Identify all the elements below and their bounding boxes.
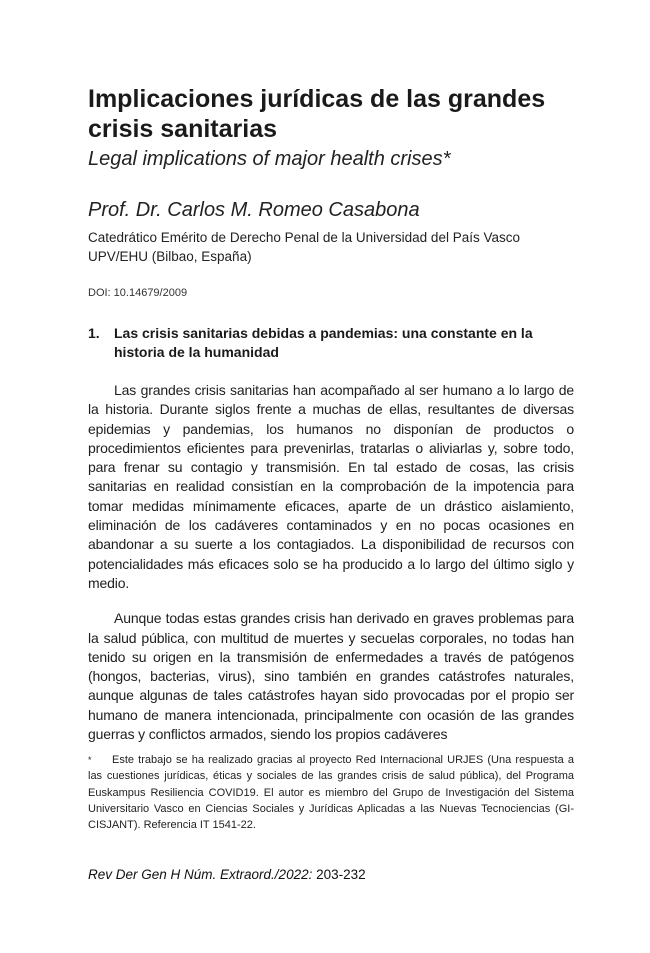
author-affiliation-line1: Catedrático Emérito de Derecho Penal de la Universidad del País Vasco: [88, 230, 520, 245]
footnote-separator: [88, 750, 198, 751]
page-footer: [88, 866, 366, 884]
section-heading: [88, 324, 574, 362]
author-affiliation-line2: UPV/EHU (Bilbao, España): [88, 249, 252, 264]
paragraph: Las grandes crisis sanitarias han acompañado al ser humano a lo largo de la historia. Durante siglos frente a muchas de ellas, resultantes de diversas epidemias y pandemias, los humanos no disponían de productos o procedimientos eficientes para prevenirlas, tratarlas o aliviarlas y, sobre todo, para frenar su contagio y transmisión. En tal estado de cosas, las crisis sanitarias en realidad consistían en la comprobación de la impotencia para tomar medidas mínimamente eficaces, aparte de un drástico aislamiento, eliminación de los cadáveres contaminados y en no pocas ocasiones en abandonar a su suerte a los contagiados. La disponibilidad de recursos con potencialidades más eficaces solo se ha producido a lo largo del último siglo y medio.: [88, 382, 574, 591]
section-title: Las crisis sanitarias debidas a pandemias: una constante en la historia de la humanidad: [114, 325, 533, 360]
article-subtitle: Legal implications of major health crises*: [88, 148, 451, 170]
body-text: [88, 381, 574, 744]
author-name: Prof. Dr. Carlos M. Romeo Casabona: [88, 199, 420, 221]
section-number: 1.: [88, 325, 100, 341]
article-title: Implicaciones jurídicas de las grandes crisis sanitarias: [88, 85, 546, 143]
page-range: 203-232: [316, 867, 366, 882]
footnote-text: Este trabajo se ha realizado gracias al proyecto Red Internacional URJES (Una respuesta a las cuestiones jurídicas, éticas y sociales de las grandes crisis de salud pública), del Programa Euskampus Resiliencia COVID19. El autor es miembro del Grupo de Investigación del Sistema Universitario Vasco en Ciencias Sociales y Jurídicas Aplicadas a las Nuevas Tecnociencias (GI-CISJANT). Referencia IT 1541-22.: [88, 754, 574, 832]
article-page: [88, 84, 574, 760]
doi: DOI: 10.14679/2009: [88, 287, 188, 299]
footnote-mark: *: [88, 755, 92, 765]
journal-citation: Rev Der Gen H Núm. Extraord./2022:: [88, 867, 313, 882]
footnote: [88, 752, 574, 833]
paragraph: Aunque todas estas grandes crisis han derivado en graves problemas para la salud pública, con multitud de muertes y secuelas corporales, no todas han tenido su origen en la transmisión de enfermedades a través de patógenos (hongos, bacterias, virus), sino también en grandes catástrofes naturales, aunque algunas de tales catástrofes hayan sido provocadas por el propio ser humano de manera intencionada, principalmente con ocasión de las grandes guerras y conflictos armados, siendo los propios cadáveres: [88, 610, 574, 743]
